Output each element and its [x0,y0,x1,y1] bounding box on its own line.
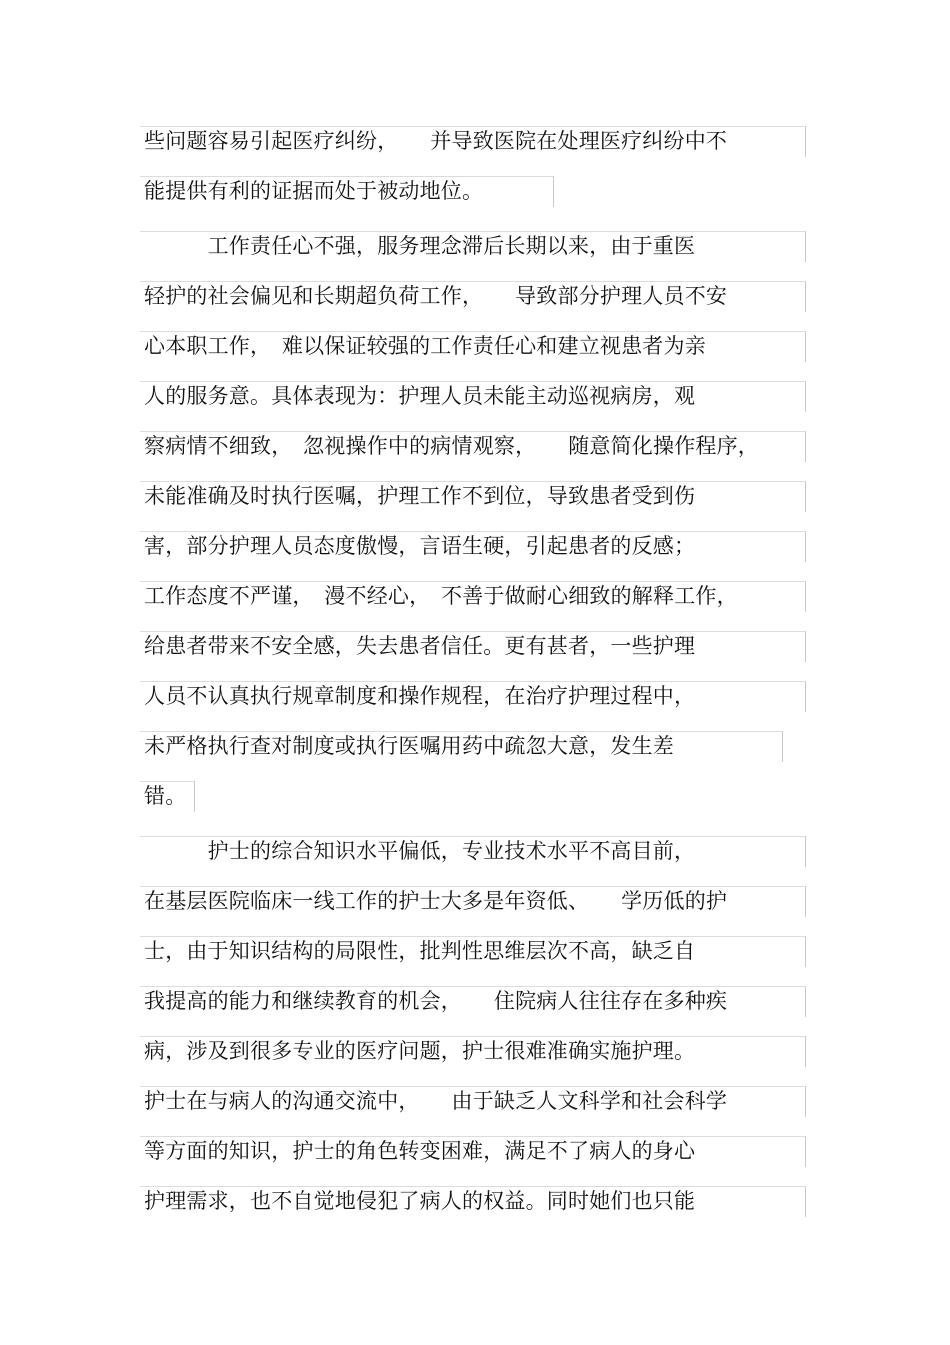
text-line: 在基层医院临床一线工作的护士大多是年资低、 学历低的护 [144,889,728,913]
text-line: 未能准确及时执行医嘱，护理工作不到位，导致患者受到伤 [144,484,696,508]
text-line: 病，涉及到很多专业的医疗问题，护士很难准确实施护理。 [144,1039,696,1063]
text-line: 错。 [144,784,187,808]
text-line: 工作责任心不强，服务理念滞后长期以来，由于重医 [144,234,696,258]
text-line: 能提供有利的证据而处于被动地位。 [144,179,484,203]
text-line: 人的服务意。具体表现为：护理人员未能主动巡视病房，观 [144,384,696,408]
text-line: 士，由于知识结构的局限性，批判性思维层次不高，缺乏自 [144,939,696,963]
text-line: 轻护的社会偏见和长期超负荷工作， 导致部分护理人员不安 [144,284,728,308]
text-line: 护理需求，也不自觉地侵犯了病人的权益。同时她们也只能 [144,1189,696,1213]
text-line: 些问题容易引起医疗纠纷， 并导致医院在处理医疗纠纷中不 [144,129,728,153]
text-line: 我提高的能力和继续教育的机会， 住院病人往往存在多种疾 [144,989,728,1013]
text-line: 等方面的知识，护士的角色转变困难，满足不了病人的身心 [144,1139,696,1163]
text-line: 护士的综合知识水平偏低，专业技术水平不高目前， [144,839,696,863]
text-line: 工作态度不严谨， 漫不经心， 不善于做耐心细致的解释工作， [144,584,738,608]
text-line: 未严格执行查对制度或执行医嘱用药中疏忽大意，发生差 [144,734,674,758]
text-line: 害，部分护理人员态度傲慢，言语生硬，引起患者的反感； [144,534,696,558]
text-line: 心本职工作， 难以保证较强的工作责任心和建立视患者为亲 [144,334,706,358]
text-line: 护士在与病人的沟通交流中， 由于缺乏人文科学和社会科学 [144,1089,728,1113]
text-line: 察病情不细致， 忽视操作中的病情观察， 随意简化操作程序， [144,434,759,458]
text-line: 给患者带来不安全感，失去患者信任。更有甚者，一些护理 [144,634,696,658]
text-line: 人员不认真执行规章制度和操作规程，在治疗护理过程中， [144,684,696,708]
